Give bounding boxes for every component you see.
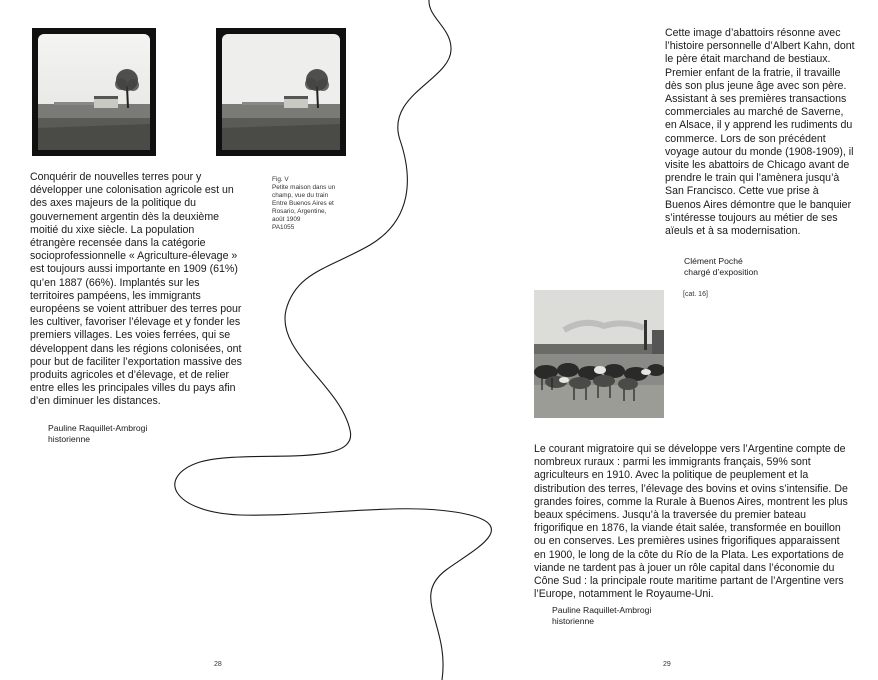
page-number-left: 28 <box>214 661 222 668</box>
caption-line: Entre Buenos Aires et <box>272 200 334 207</box>
caption-line: PA1055 <box>272 224 295 231</box>
catalog-label: [cat. 16] <box>683 291 708 298</box>
stereo-photo-right <box>216 28 346 156</box>
figure-caption <box>272 176 352 232</box>
left-signature <box>48 423 147 445</box>
stereo-photo-left <box>32 28 156 156</box>
caption-line: Rosario, Argentine, <box>272 208 327 215</box>
abattoir-photo <box>534 290 664 418</box>
left-body-text: Conquérir de nouvelles terres pour y développer une colonisation agricole est un des axes majeurs de la politique du gouvernement argentin dès la deuxième moitié du xixe siècle. La population étrangère recensée dans la catégorie socioprofessionnelle « Agriculture-élevage » est toujours aussi importante en 1909 (61%) qu’en 1887 (66%). Implantés sur les territoires pampéens, les immigrants européens se voient attribuer des terres pour les cultiver, favoriser l’élevage et y fonder les premiers villages. Les voies ferrées, qui se développent dans les régions colonisées, ont pour but de faciliter l’exportation massive des produits agricoles et d’élevage, et de relier entre elles les principales villes du pays afin d’en diminuer les distances. <box>30 171 242 408</box>
right-top-signature <box>684 256 758 278</box>
signature-name: Pauline Raquillet-Ambrogi <box>552 605 652 615</box>
signature-role: historienne <box>552 615 595 626</box>
right-bottom-text: Le courant migratoire qui se développe vers l’Argentine compte de nombreux ruraux : parmi les immigrants français, 59% sont agriculteurs en 1910. Avec la politique de peuplement et la distribution des terres, l’élevage des bovins et ovins s’intensifie. De grandes foires, comme la Rurale à Buenos Aires, montrent les plus beaux spécimens. Jusqu’à la traversée du premier bateau frigorifique en 1876, la viande était salée, transformée en bouillon ou en conserves. Les premières usines frigorifiques apparaissent en 1900, le long de la côte du Río de la Plata. Les exportations de viande ne tardent pas à jouer un rôle capital dans l’économie du Cône Sud : la principale route maritime partant de l’Argentine vers l’Europe, notamment le Royaume-Uni. <box>534 443 848 601</box>
caption-line: août 1909 <box>272 216 301 223</box>
page-number-right: 29 <box>663 661 671 668</box>
caption-line: Fig. V <box>272 176 289 183</box>
right-bottom-signature <box>552 605 651 627</box>
caption-line: champ, vue du train <box>272 192 329 199</box>
signature-name: Clément Poché <box>684 256 743 266</box>
right-top-text: Cette image d’abattoirs résonne avec l’histoire personnelle d’Albert Kahn, dont le père était marchand de bestiaux. Premier enfant de la fratrie, il travaille dès son plus jeune âge avec son père. Assistant à ses premières transactions commerciales au marché de Saverne, en Alsace, il y apprend les rudiments du commerce. Lors de son précédent voyage autour du monde (1908-1909), il visite les abattoirs de Chicago avant de prendre le train qui l’amènera jusqu’à San Francisco. Cette vue prise à Buenos Aires démontre que le banquier s’intéresse toujours au métier de ses aïeuls et à sa modernisation. <box>665 27 855 238</box>
signature-role: historienne <box>48 433 91 444</box>
signature-role: chargé d’exposition <box>684 266 759 277</box>
caption-line: Petite maison dans un <box>272 184 336 191</box>
signature-name: Pauline Raquillet-Ambrogi <box>48 423 148 433</box>
